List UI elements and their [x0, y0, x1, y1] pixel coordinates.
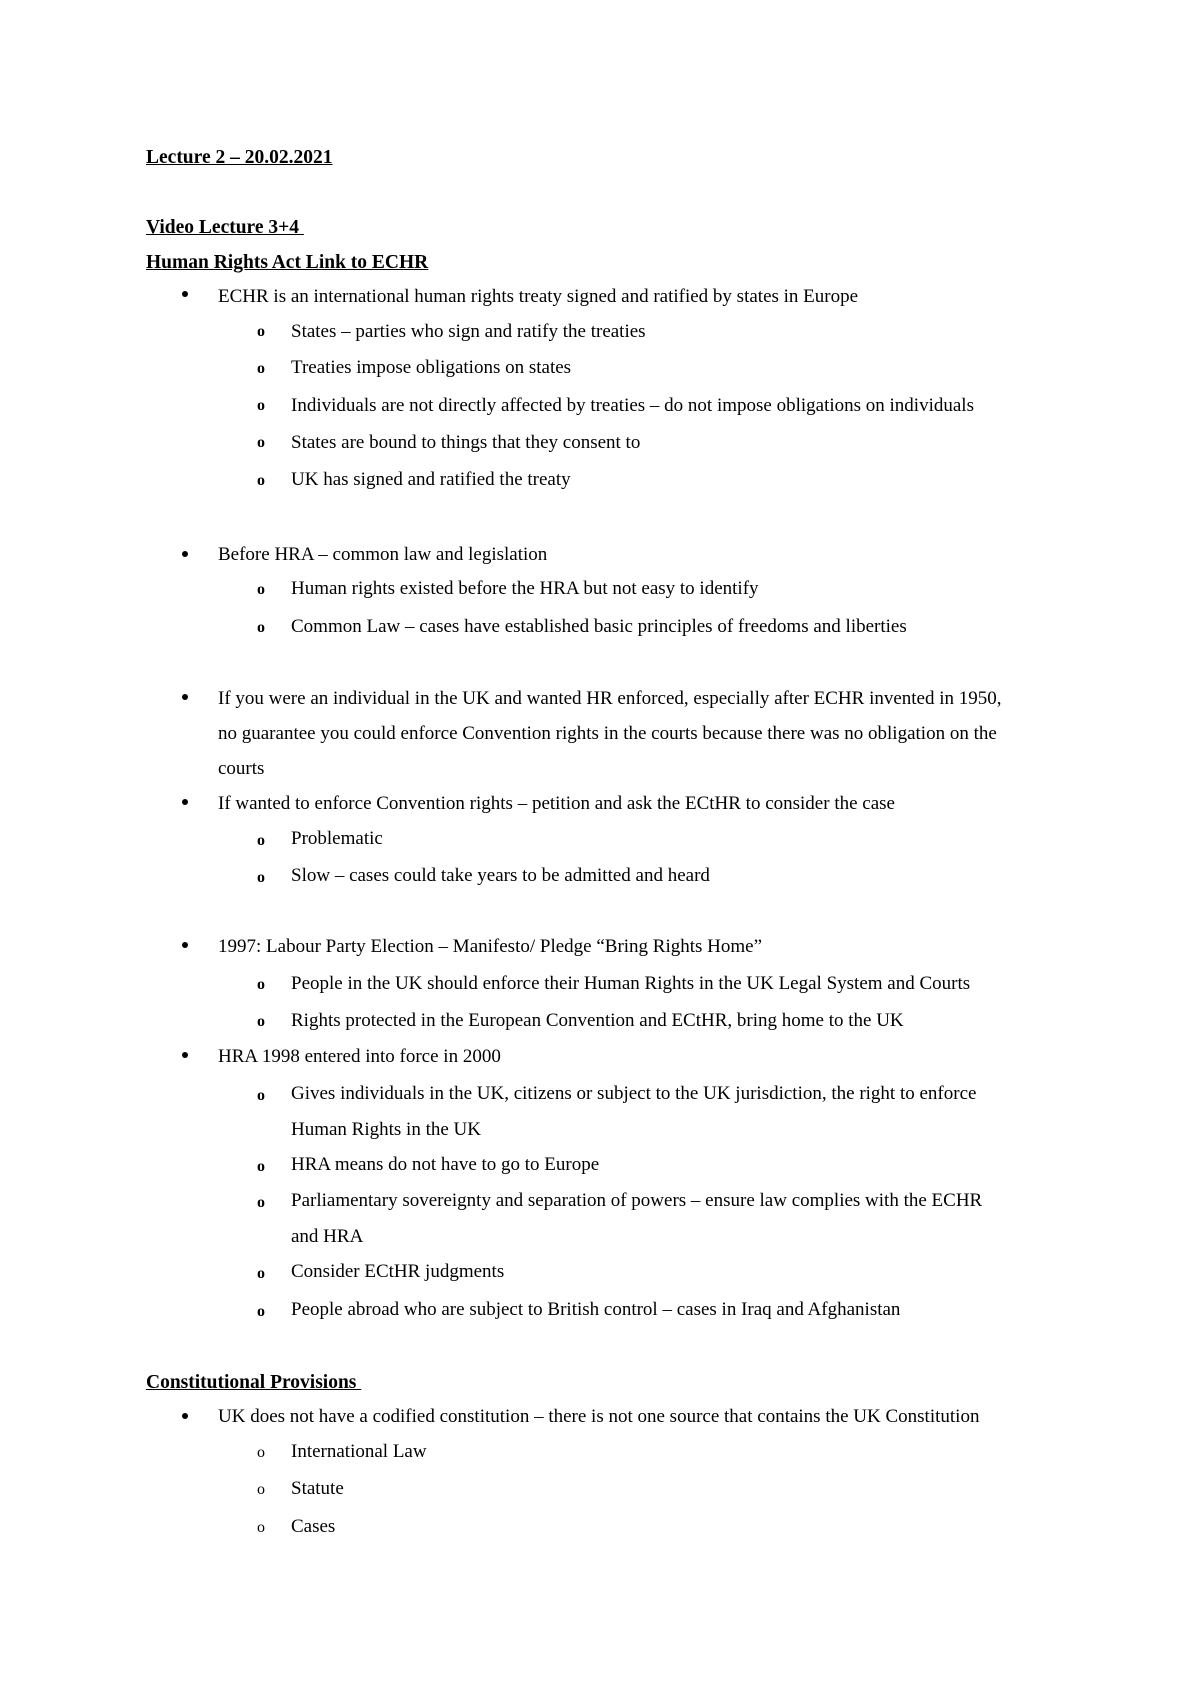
list-item-continuation: Human Rights in the UK: [291, 1119, 481, 1140]
list-item: If you were an individual in the UK and wanted HR enforced, especially after ECHR invented in 1950,: [218, 688, 1002, 709]
sub-bullet-icon: o: [257, 869, 265, 886]
sub-bullet-icon: o: [257, 619, 265, 636]
list-item-continuation: and HRA: [291, 1226, 364, 1247]
bullet-icon: [182, 551, 188, 557]
section-heading-constitutional: Constitutional Provisions: [146, 1372, 362, 1393]
sub-bullet-icon: o: [257, 581, 265, 598]
list-item: Statute: [291, 1478, 344, 1499]
list-item: States are bound to things that they consent to: [291, 432, 641, 453]
sub-bullet-icon: o: [257, 1444, 265, 1461]
sub-bullet-icon: o: [257, 323, 265, 340]
sub-bullet-icon: o: [257, 1303, 265, 1320]
list-item: HRA means do not have to go to Europe: [291, 1154, 600, 1175]
list-item: UK does not have a codified constitution – there is not one source that contains the UK Constitution: [218, 1406, 980, 1427]
sub-bullet-icon: o: [257, 1158, 265, 1175]
list-item: ECHR is an international human rights treaty signed and ratified by states in Europe: [218, 286, 859, 307]
sub-bullet-icon: o: [257, 1481, 265, 1498]
bullet-icon: [182, 799, 188, 805]
list-item: UK has signed and ratified the treaty: [291, 469, 571, 490]
bullet-icon: [182, 1052, 188, 1058]
section-heading-hra-echr: Human Rights Act Link to ECHR: [146, 252, 429, 273]
list-item: States – parties who sign and ratify the treaties: [291, 321, 646, 342]
list-item: Human rights existed before the HRA but not easy to identify: [291, 578, 759, 599]
list-item: If wanted to enforce Convention rights – petition and ask the ECtHR to consider the case: [218, 793, 895, 814]
sub-bullet-icon: o: [257, 832, 265, 849]
list-item: Treaties impose obligations on states: [291, 357, 572, 378]
section-heading-video-lecture: Video Lecture 3+4: [146, 217, 304, 238]
list-item: People abroad who are subject to British control – cases in Iraq and Afghanistan: [291, 1299, 901, 1320]
sub-bullet-icon: o: [257, 472, 265, 489]
bullet-icon: [182, 1413, 188, 1419]
list-item: HRA 1998 entered into force in 2000: [218, 1046, 501, 1067]
sub-bullet-icon: o: [257, 1087, 265, 1104]
list-item: Consider ECtHR judgments: [291, 1261, 505, 1282]
list-item: Parliamentary sovereignty and separation of powers – ensure law complies with the ECHR: [291, 1190, 983, 1211]
sub-bullet-icon: o: [257, 1013, 265, 1030]
sub-bullet-icon: o: [257, 1265, 265, 1282]
sub-bullet-icon: o: [257, 397, 265, 414]
list-item: International Law: [291, 1441, 427, 1462]
list-item: Before HRA – common law and legislation: [218, 544, 548, 565]
list-item-continuation: courts: [218, 758, 265, 779]
bullet-icon: [182, 694, 188, 700]
sub-bullet-icon: o: [257, 1519, 265, 1536]
sub-bullet-icon: o: [257, 360, 265, 377]
list-item: Problematic: [291, 828, 383, 849]
list-item: Individuals are not directly affected by treaties – do not impose obligations on individuals: [291, 395, 974, 416]
list-item: Gives individuals in the UK, citizens or subject to the UK jurisdiction, the right to enforce: [291, 1083, 977, 1104]
sub-bullet-icon: o: [257, 434, 265, 451]
list-item: Cases: [291, 1516, 336, 1537]
list-item: People in the UK should enforce their Human Rights in the UK Legal System and Courts: [291, 973, 971, 994]
sub-bullet-icon: o: [257, 1194, 265, 1211]
sub-bullet-icon: o: [257, 976, 265, 993]
list-item: Rights protected in the European Convention and ECtHR, bring home to the UK: [291, 1010, 904, 1031]
list-item: Common Law – cases have established basic principles of freedoms and liberties: [291, 616, 907, 637]
list-item: 1997: Labour Party Election – Manifesto/ Pledge “Bring Rights Home”: [218, 936, 763, 957]
list-item: Slow – cases could take years to be admitted and heard: [291, 865, 710, 886]
bullet-icon: [182, 942, 188, 948]
bullet-icon: [182, 291, 188, 297]
lecture-title: Lecture 2 – 20.02.2021: [146, 147, 333, 168]
list-item-continuation: no guarantee you could enforce Convention rights in the courts because there was no obligation on the: [218, 723, 997, 744]
